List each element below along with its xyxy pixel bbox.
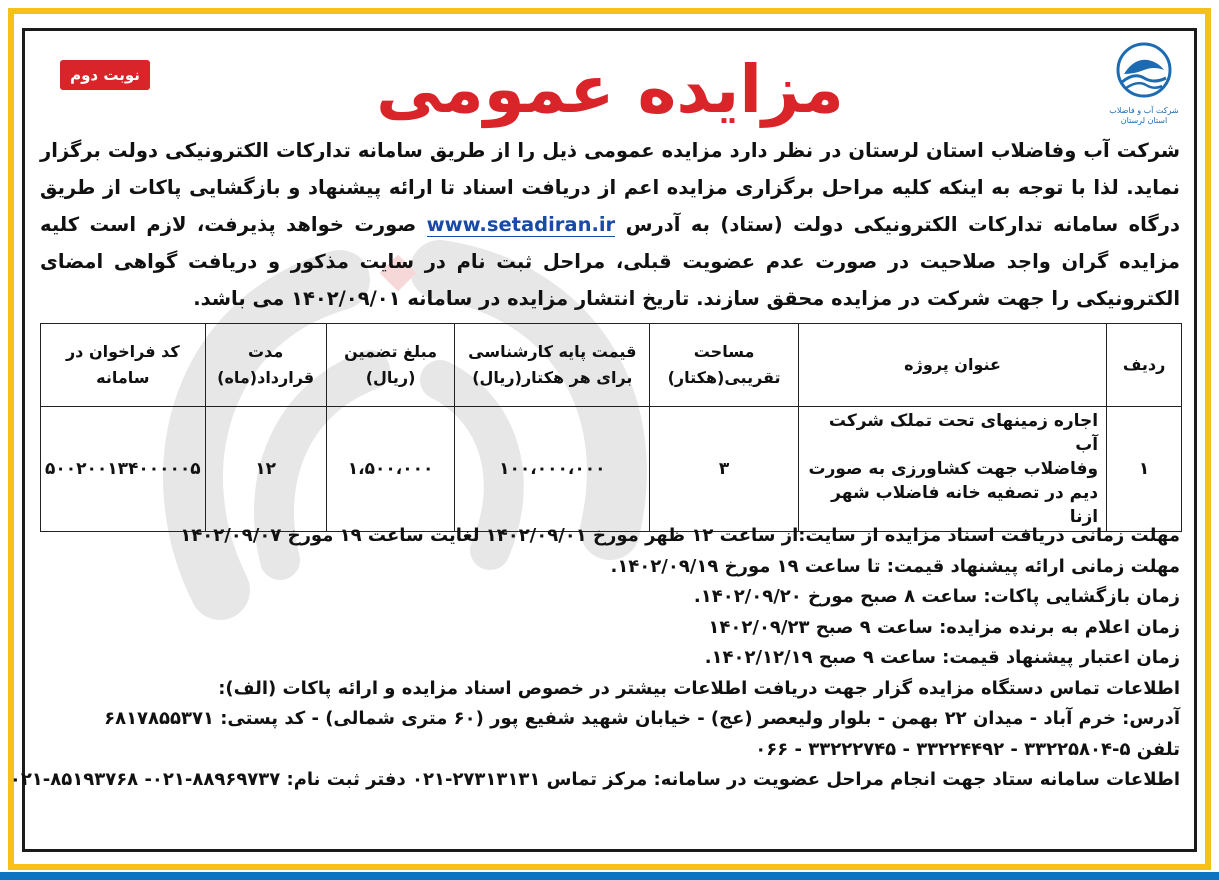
header-duration-line1: مدت [248, 342, 284, 361]
table-row [41, 407, 1182, 532]
auction-table [40, 323, 1182, 532]
water-company-logo-icon [1114, 40, 1174, 100]
header-area [650, 324, 799, 407]
logo-caption-line2: استان لرستان [1120, 116, 1168, 125]
cell-guarantee: ۱،۵۰۰،۰۰۰ [326, 407, 455, 532]
header-guarantee [326, 324, 455, 407]
header-duration [205, 324, 326, 407]
second-round-badge: نوبت دوم [60, 60, 150, 90]
address-line: آدرس: خرم آباد - میدان ۲۲ بهمن - بلوار ولیعصر (عج) - خیابان شهید شفیع پور (۶۰ متری شمالی) - کد پستی: ۶۸۱۷۸۵۵۳۷۱ [104, 708, 1180, 729]
intro-text-part2: صورت خواهد پذیرفت، لازم است کلیه مزایده گران واجد صلاحیت در صورت عدم عضویت قبلی، مراحل ثبت نام در سایت مذکور و دریافت گواهی امضای الکترونیکی را جهت شرکت در مزایده محقق سازند. تاریخ انتشار مزایده در سامانه ۱۴۰۲/۰۹/۰۱ می باشد. [40, 213, 1180, 310]
header-base-price [455, 324, 650, 407]
setadiran-link[interactable]: www.setadiran.ir [426, 213, 616, 236]
cell-row-number: ۱ [1107, 407, 1182, 532]
opening-line: زمان بازگشایی پاکات: ساعت ۸ صبح مورخ ۱۴۰۲/۰۹/۲۰. [693, 586, 1180, 607]
intro-paragraph [40, 132, 1180, 317]
cell-call-code: ۵۰۰۲۰۰۱۳۴۰۰۰۰۰۵ [41, 407, 206, 532]
setad-contact-line: اطلاعات سامانه ستاد جهت انجام مراحل عضویت در سامانه: مرکز تماس ۲۷۳۱۳۱۳۱-۰۲۱ دفتر ثبت نام: ۸۸۹۶۹۷۳۷-۰۲۱- ۸۵۱۹۳۷۶۸-۰۲۱ [9, 769, 1180, 790]
bottom-blue-rule [0, 872, 1219, 880]
header-project-title: عنوان پروژه [799, 324, 1107, 407]
phone-line: تلفن ۵-۳۳۲۲۵۸۰۴ - ۳۳۲۲۴۴۹۲ - ۳۳۲۲۲۷۴۵ - ۰۶۶ [755, 738, 1180, 760]
header-duration-line2: قرارداد(ماه) [217, 368, 315, 387]
project-title-line1: اجاره زمینهای تحت تملک شرکت آب [828, 411, 1099, 455]
validity-line: زمان اعتبار پیشنهاد قیمت: ساعت ۹ صبح ۱۴۰۲/۱۲/۱۹. [704, 647, 1180, 668]
header-call-code: کد فراخوان در سامانه [41, 324, 206, 407]
doc-deadline-line: مهلت زمانی دریافت اسناد مزایده از سایت:از ساعت ۱۲ ظهر مورخ ۱۴۰۲/۰۹/۰۱ لغایت ساعت ۱۹ مورخ ۱۴۰۲/۰۹/۰۷ [180, 525, 1180, 546]
cell-base-price: ۱۰۰،۰۰۰،۰۰۰ [455, 407, 650, 532]
cell-project-title [799, 407, 1107, 532]
company-logo [1108, 40, 1180, 126]
table-header-row [41, 324, 1182, 407]
header-row-number: ردیف [1107, 324, 1182, 407]
logo-caption-line1: شرکت آب و فاضلاب [1109, 106, 1179, 115]
project-title-line3: دیم در تصفیه خانه فاضلاب شهر ازنا [831, 483, 1099, 527]
bid-deadline-line: مهلت زمانی ارائه پیشنهاد قیمت: تا ساعت ۱۹ مورخ ۱۴۰۲/۰۹/۱۹. [610, 555, 1180, 577]
header-price-line2: برای هر هکتار(ریال) [472, 368, 633, 387]
page-title: مزایده عمومی [376, 51, 844, 128]
contact-heading: اطلاعات تماس دستگاه مزایده گزار جهت دریافت اطلاعات بیشتر در خصوص اسناد مزایده و ارائه پاکات (الف): [218, 677, 1180, 699]
logo-caption [1108, 106, 1180, 126]
header-guarantee-line2: (ریال) [365, 368, 416, 387]
auction-details [9, 521, 1180, 796]
project-title-line2: وفاضلاب جهت کشاورزی به صورت [808, 459, 1099, 479]
header-area-line1: مساحت [693, 342, 755, 361]
cell-duration: ۱۲ [205, 407, 326, 532]
cell-area: ۳ [650, 407, 799, 532]
winner-line: زمان اعلام به برنده مزایده: ساعت ۹ صبح ۱۴۰۲/۰۹/۲۳ [708, 616, 1180, 638]
header-price-line1: قیمت پایه کارشناسی [468, 342, 637, 361]
header-area-line2: تقریبی(هکتار) [667, 368, 781, 387]
header-guarantee-line1: مبلغ تضمین [344, 342, 438, 361]
intro-text-part1: شرکت آب وفاضلاب استان لرستان در نظر دارد مزایده عمومی ذیل را از طریق سامانه تدارکات الکترونیکی دولت برگزار نماید. لذا با توجه به اینکه کلیه مراحل برگزاری مزایده اعم از دریافت اسناد تا ارائه پیشنهاد و بازگشایی پاکات از طریق درگاه سامانه تدارکات الکترونیکی دولت (ستاد) به آدرس [40, 139, 1180, 236]
